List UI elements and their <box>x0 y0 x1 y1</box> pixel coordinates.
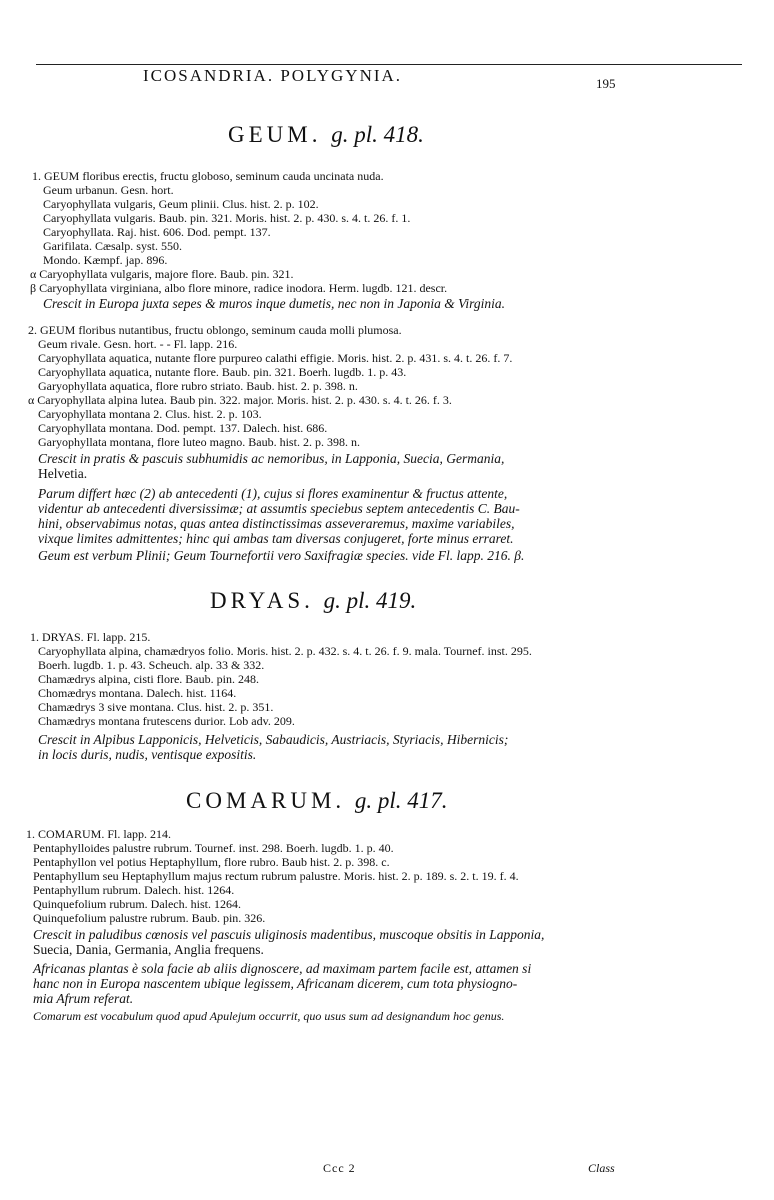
synonym-line: Pentaphylloides palustre rubrum. Tournef. inst. 298. Boerh. lugdb. 1. p. 40. <box>33 841 394 855</box>
synonym-line: Chamædrys montana frutescens durior. Lob adv. 209. <box>38 714 295 728</box>
synonym-line: Pentaphyllon vel potius Heptaphyllum, flore rubro. Baub hist. 2. p. 398. c. <box>33 855 390 869</box>
species-heading: 1. DRYAS. Fl. lapp. 215. <box>30 630 151 644</box>
genus-reference: g. pl. 419. <box>323 588 417 613</box>
synonym-line: Quinquefolium palustre rubrum. Baub. pin. 326. <box>33 911 266 925</box>
genus-name: DRYAS. <box>210 588 314 613</box>
habitat-line: Suecia, Dania, Germania, Anglia frequens. <box>33 942 264 957</box>
variety-line: α Caryophyllata vulgaris, majore flore. Baub. pin. 321. <box>30 267 294 281</box>
species-heading: 1. COMARUM. Fl. lapp. 214. <box>26 827 172 841</box>
note-line: Parum differt hæc (2) ab antecedenti (1), cujus si flores examinentur & fructus attente, <box>38 486 508 501</box>
species-heading: 2. GEUM floribus nutantibus, fructu oblongo, seminum cauda molli plumosa. <box>28 323 402 337</box>
synonym-line: Geum urbanun. Gesn. hort. <box>43 183 174 197</box>
habitat-line: Crescit in Europa juxta sepes & muros inque dumetis, nec non in Japonia & Virginia. <box>43 296 505 311</box>
section-title-geum <box>228 122 424 148</box>
synonym-line: Chamædrys 3 sive montana. Clus. hist. 2. p. 351. <box>38 700 274 714</box>
note-line: vixque limites admittentes; hinc qui ambas tam diversas conjugeret, forte minus erraret. <box>38 531 514 546</box>
synonym-line: Garyophyllata montana, flore luteo magno. Baub. hist. 2. p. 398. n. <box>38 435 360 449</box>
synonym-line: Caryophyllata montana. Dod. pempt. 137. Dalech. hist. 686. <box>38 421 328 435</box>
genus-name: COMARUM. <box>186 788 346 813</box>
synonym-line: Caryophyllata vulgaris. Baub. pin. 321. Moris. hist. 2. p. 430. s. 4. t. 26. f. 1. <box>43 211 411 225</box>
genus-name: GEUM. <box>228 122 322 147</box>
synonym-line: Boerh. lugdb. 1. p. 43. Scheuch. alp. 33 & 332. <box>38 658 265 672</box>
catchword: Class <box>588 1161 615 1175</box>
section-title-dryas <box>210 588 416 614</box>
synonym-line: Garyophyllata aquatica, flore rubro striato. Baub. hist. 2. p. 398. n. <box>38 379 358 393</box>
synonym-line: Caryophyllata. Raj. hist. 606. Dod. pempt. 137. <box>43 225 271 239</box>
synonym-line: Caryophyllata montana 2. Clus. hist. 2. p. 103. <box>38 407 262 421</box>
habitat-line: Crescit in pratis & pascuis subhumidis ac nemoribus, in Lapponia, Suecia, Germania, <box>38 451 505 466</box>
synonym-line: Pentaphyllum seu Heptaphyllum majus rectum rubrum palustre. Moris. hist. 2. p. 189. s. 2. t. 19. f. 4. <box>33 869 519 883</box>
note-line: videntur ab antecedenti diversissimæ; at assumtis speciebus septem antecedentis C. Bau- <box>38 501 520 516</box>
note-line: hini, observabimus notas, quas antea distinctissimas asseveraremus, maxime variabiles, <box>38 516 515 531</box>
synonym-line: Chamædrys alpina, cisti flore. Baub. pin. 248. <box>38 672 259 686</box>
variety-line: α Caryophyllata alpina lutea. Baub pin. 322. major. Moris. hist. 2. p. 430. s. 4. t. 26. f. 3. <box>28 393 452 407</box>
synonym-line: Geum rivale. Gesn. hort. - - Fl. lapp. 216. <box>38 337 238 351</box>
running-head: ICOSANDRIA. POLYGYNIA. <box>143 66 403 85</box>
habitat-line: Crescit in Alpibus Lapponicis, Helveticis, Sabaudicis, Austriacis, Styriacis, Hibernicis; <box>38 732 509 747</box>
note-line: Comarum est vocabulum quod apud Apulejum occurrit, quo usus sum ad designandum hoc genus. <box>33 1009 505 1023</box>
species-heading: 1. GEUM floribus erectis, fructu globoso, seminum cauda uncinata nuda. <box>32 169 384 183</box>
note-line: Geum est verbum Plinii; Geum Tournefortii vero Saxifragiæ species. vide Fl. lapp. 216. β. <box>38 548 525 563</box>
note-line: hanc non in Europa nascentem ubique legissem, Africanam dicerem, cum tota physiogno- <box>33 976 518 991</box>
habitat-line: in locis duris, nudis, ventisque expositis. <box>38 747 257 762</box>
synonym-line: Caryophyllata aquatica, nutante flore purpureo calathi effigie. Moris. hist. 2. p. 431. s. 4. t. 26. f. 7. <box>38 351 513 365</box>
variety-line: β Caryophyllata virginiana, albo flore minore, radice inodora. Herm. lugdb. 121. descr. <box>30 281 448 295</box>
genus-reference: g. pl. 418. <box>331 122 424 147</box>
note-line: Africanas plantas è sola facie ab aliis dignoscere, ad maximam partem facile est, attamen si <box>33 961 532 976</box>
synonym-line: Caryophyllata aquatica, nutante flore. Baub. pin. 321. Boerh. lugdb. 1. p. 43. <box>38 365 407 379</box>
synonym-line: Caryophyllata vulgaris, Geum plinii. Clus. hist. 2. p. 102. <box>43 197 319 211</box>
page-number: 195 <box>596 76 616 91</box>
synonym-line: Pentaphyllum rubrum. Dalech. hist. 1264. <box>33 883 235 897</box>
synonym-line: Garifilata. Cæsalp. syst. 550. <box>43 239 182 253</box>
genus-reference: g. pl. 417. <box>354 788 448 813</box>
synonym-line: Quinquefolium rubrum. Dalech. hist. 1264. <box>33 897 241 911</box>
note-line: mia Afrum referat. <box>33 991 134 1006</box>
habitat-line: Helvetia. <box>38 466 88 481</box>
header-rule <box>36 64 742 65</box>
habitat-line: Crescit in paludibus cœnosis vel pascuis uliginosis madentibus, muscoque obsitis in Lapponia, <box>33 927 545 942</box>
section-title-comarum <box>186 788 448 814</box>
synonym-line: Mondo. Kæmpf. jap. 896. <box>43 253 168 267</box>
signature-mark: Ccc 2 <box>323 1161 356 1175</box>
synonym-line: Chomædrys montana. Dalech. hist. 1164. <box>38 686 237 700</box>
synonym-line: Caryophyllata alpina, chamædryos folio. Moris. hist. 2. p. 432. s. 4. t. 26. f. 9. mala. Tournef. inst. 295. <box>38 644 532 658</box>
